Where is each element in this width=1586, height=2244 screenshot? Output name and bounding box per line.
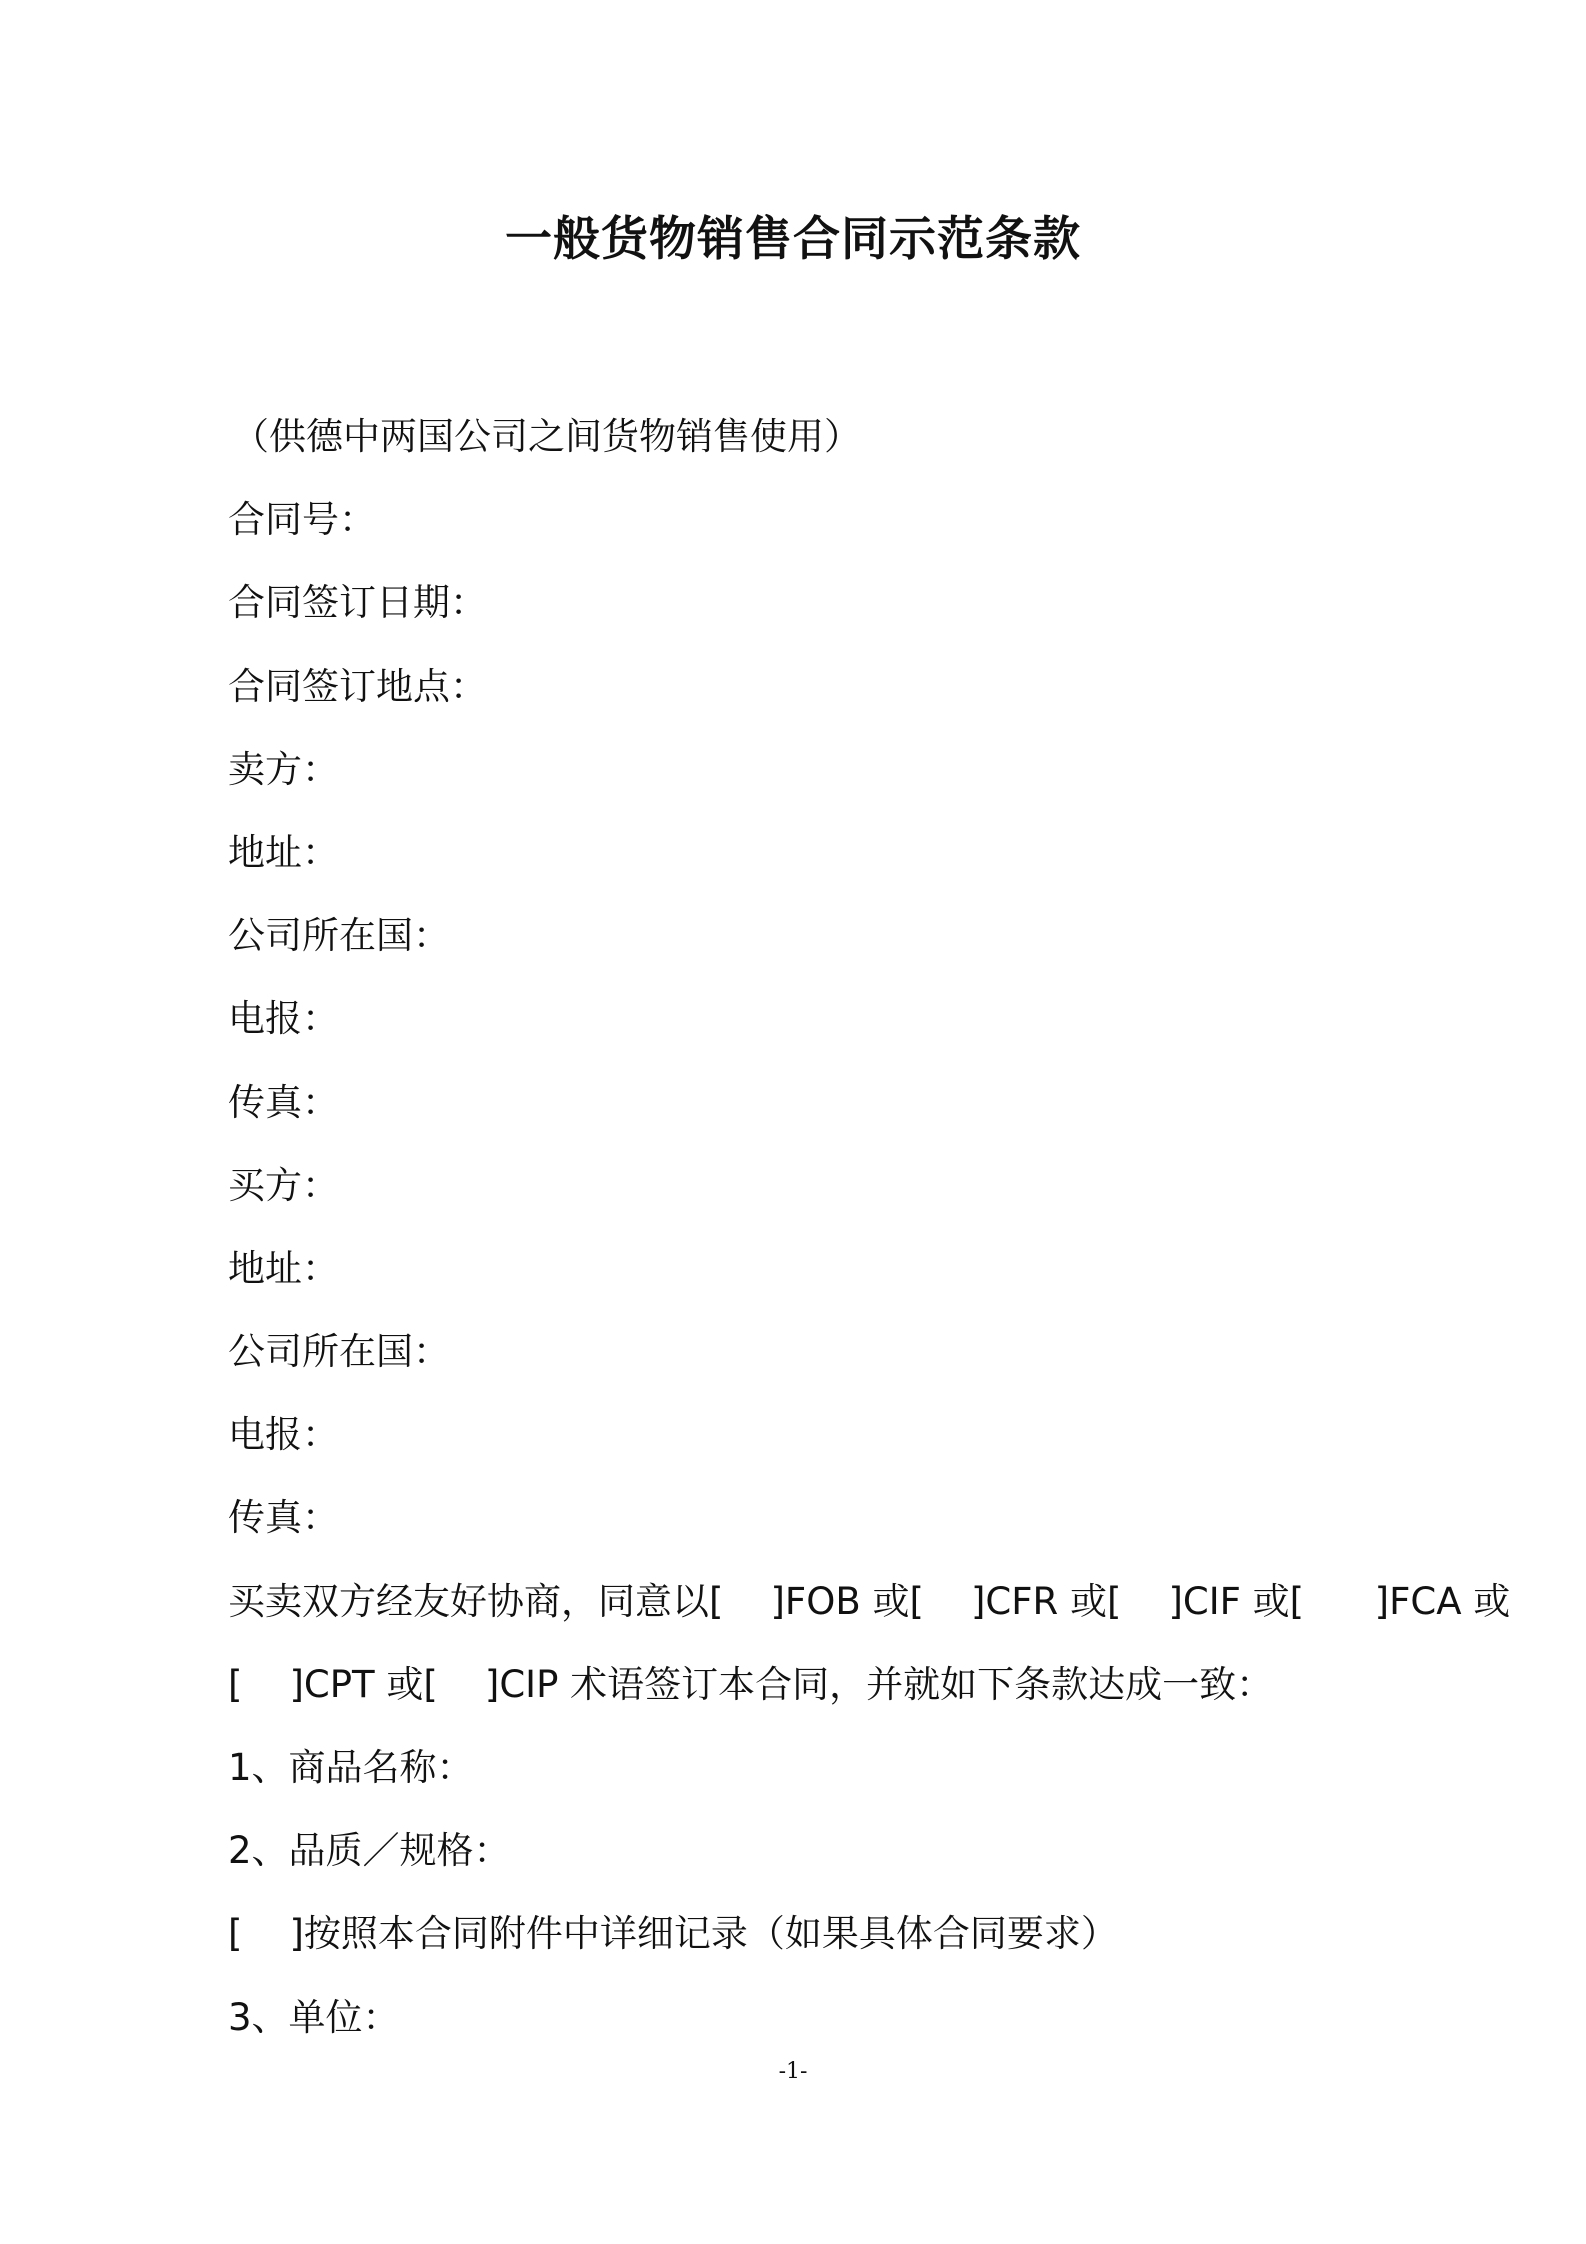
buyer-country-label: 公司所在国： — [228, 1330, 450, 1374]
seller-telegram-label: 电报： — [228, 997, 339, 1041]
agreement-text-line-2: [ ]CPT 或[ ]CIP 术语签订本合同，并就如下条款达成一致： — [228, 1662, 1274, 1706]
page-number: -1- — [778, 2059, 808, 2084]
clause-unit: 3、单位： — [228, 1995, 400, 2039]
sign-place-label: 合同签订地点： — [228, 664, 487, 708]
usage-note: （供德中两国公司之间货物销售使用） — [232, 415, 861, 458]
clause-quality-option: [ ]按照本合同附件中详细记录（如果具体合同要求） — [228, 1912, 1118, 1956]
buyer-address-label: 地址： — [228, 1246, 339, 1290]
buyer-fax-label: 传真： — [228, 1496, 339, 1540]
seller-fax-label: 传真： — [228, 1080, 339, 1124]
buyer-telegram-label: 电报： — [228, 1413, 339, 1457]
seller-address-label: 地址： — [228, 830, 339, 874]
document-body — [228, 395, 1511, 2059]
clause-commodity-name: 1、商品名称： — [228, 1746, 474, 1789]
agreement-text-line-1: 买卖双方经友好协商，同意以[ ]FOB 或[ ]CFR 或[ ]CIF 或[ ]FCA 或 — [228, 1579, 1511, 1623]
buyer-label: 买方： — [228, 1163, 339, 1207]
contract-number-label: 合同号： — [228, 498, 376, 542]
seller-label: 卖方： — [228, 747, 339, 791]
seller-country-label: 公司所在国： — [228, 914, 450, 958]
sign-date-label: 合同签订日期： — [228, 581, 487, 625]
document-title: 一般货物销售合同示范条款 — [505, 212, 1081, 267]
clause-quality-spec: 2、品质／规格： — [228, 1829, 511, 1873]
